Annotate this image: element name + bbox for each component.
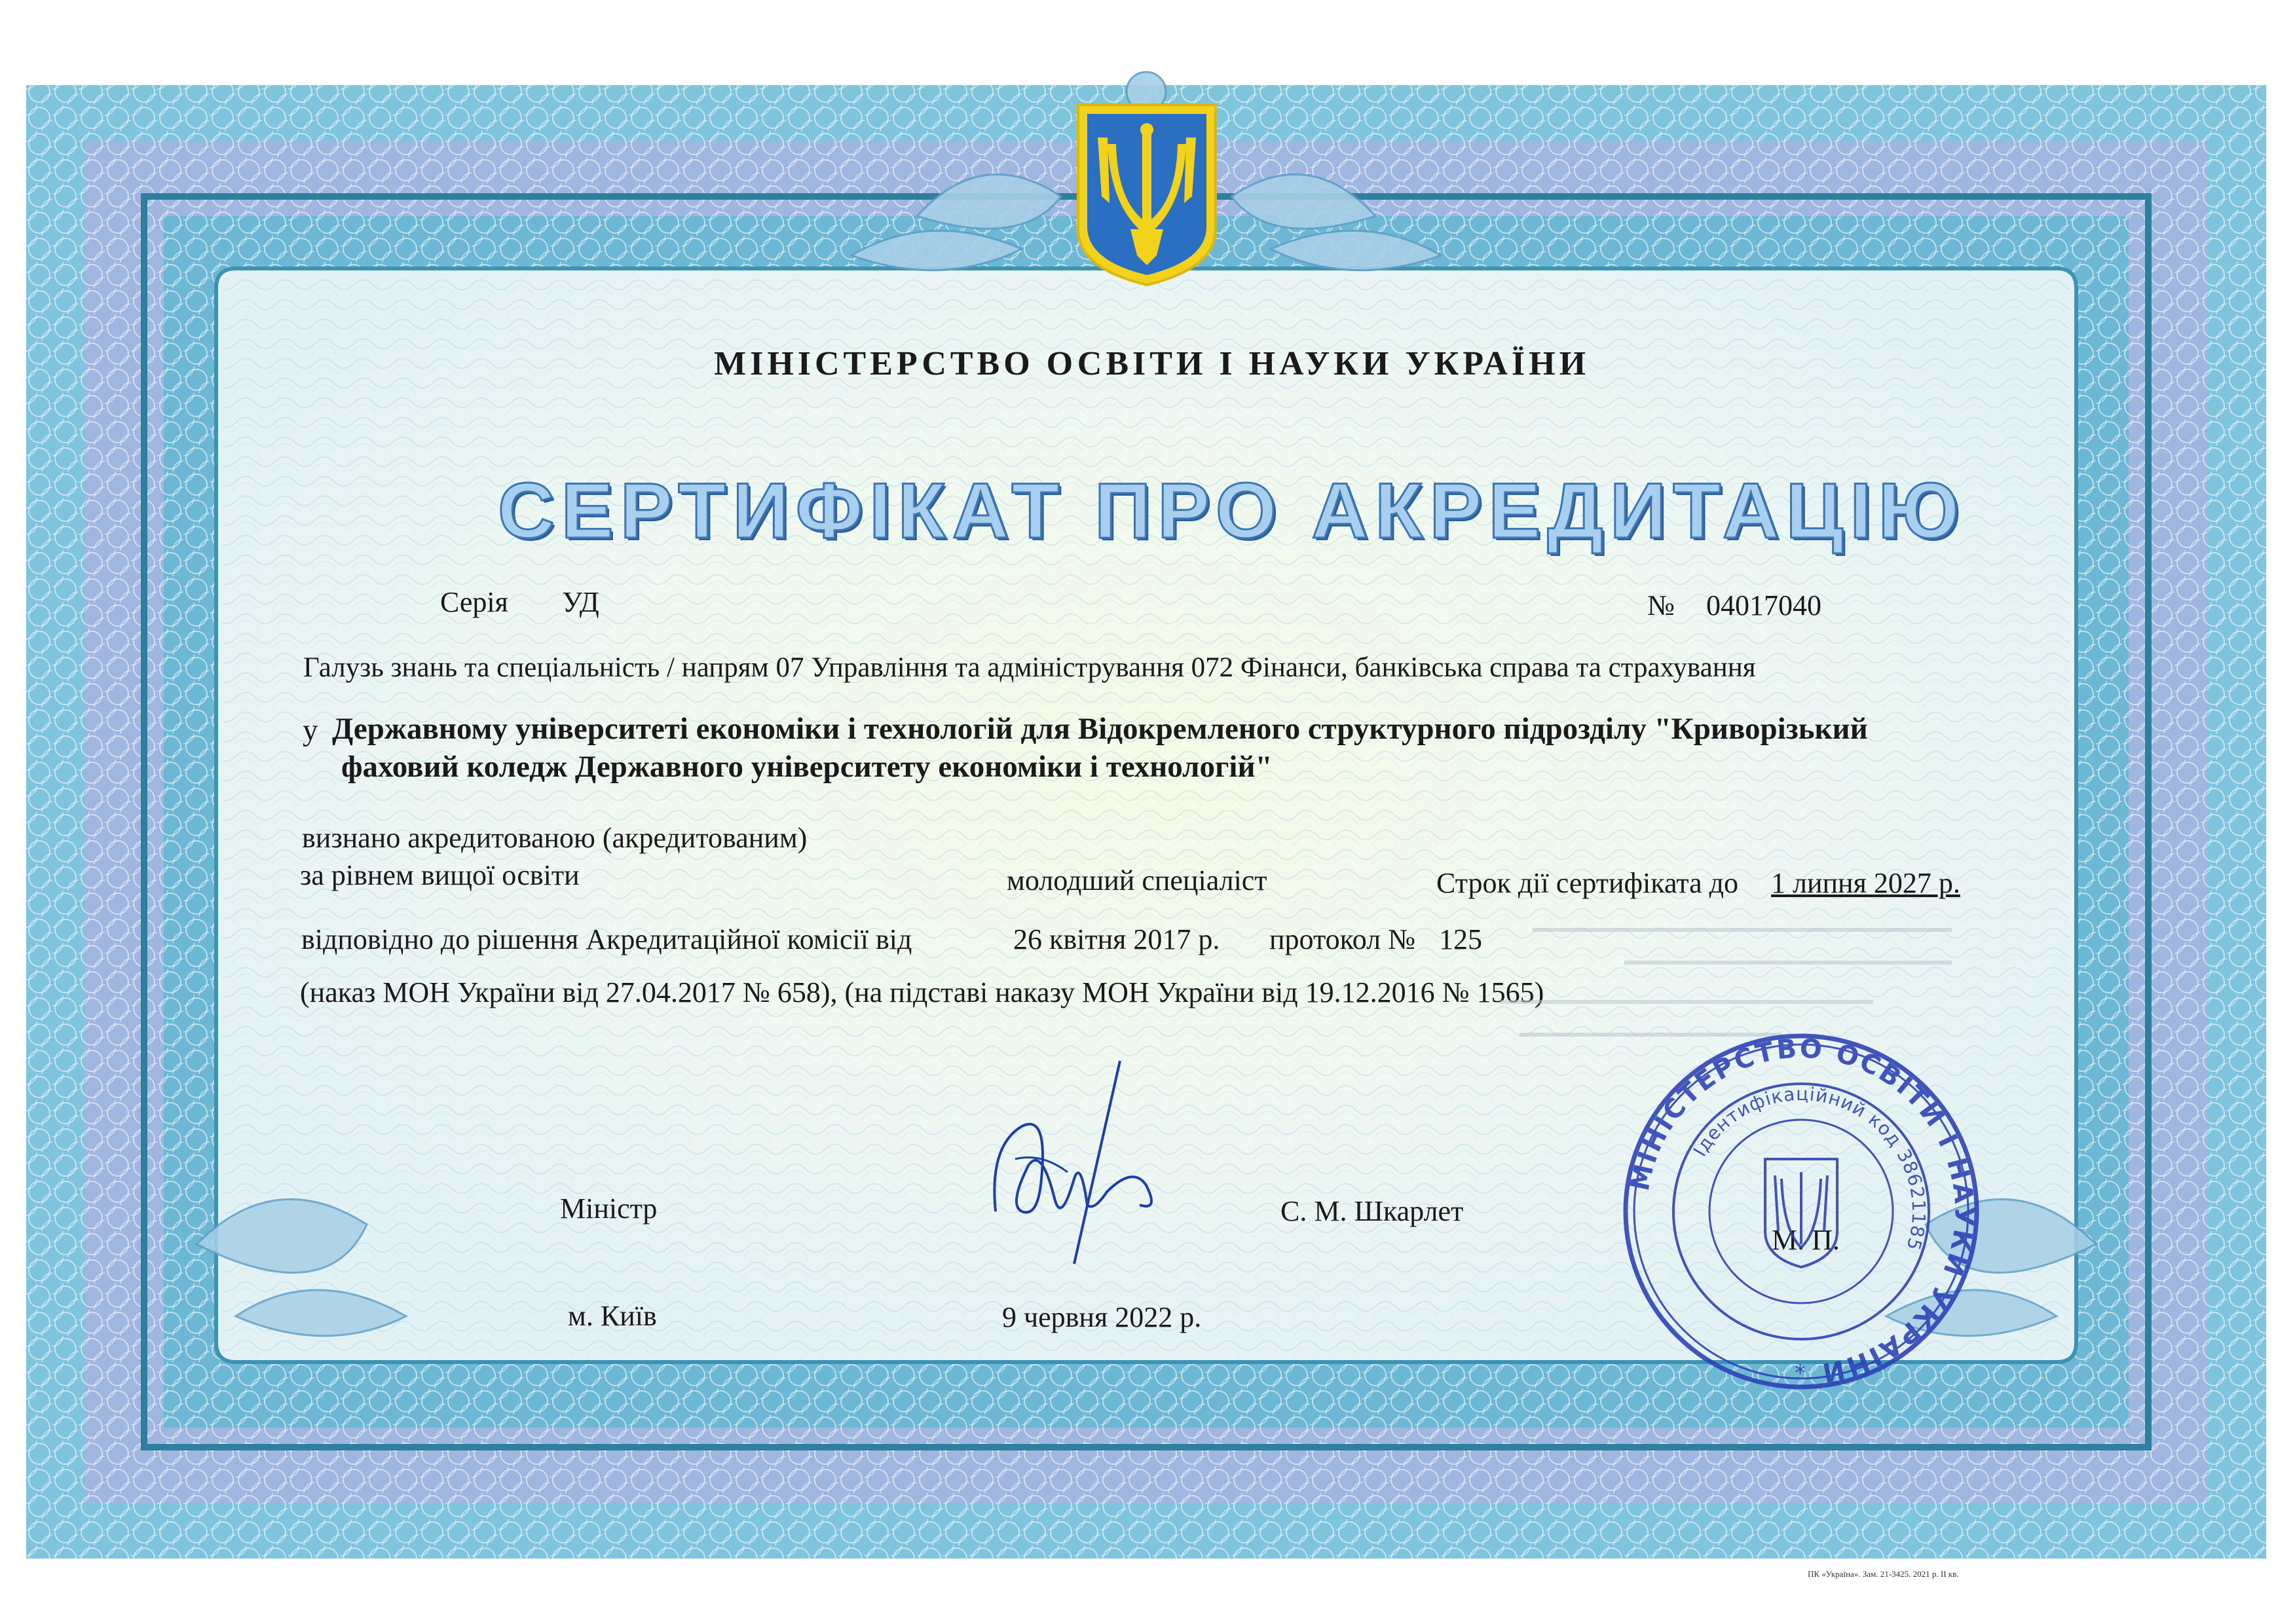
stamp-inner-text: Ідентифікаційний код 38621185 — [1689, 1082, 1930, 1253]
protocol-value: 125 — [1439, 923, 1482, 955]
coat-of-arms-icon — [1072, 98, 1222, 288]
decision-date: 26 квітня 2017 р. — [1013, 923, 1220, 955]
field-of-knowledge: Галузь знань та спеціальність / напрям 07 Управління та адміністрування 072 Фінанси, банківська справа та страхування — [303, 652, 1756, 683]
accredited-statement: визнано акредитованою (акредитованим) — [302, 822, 808, 854]
institution-prefix: у — [303, 713, 318, 747]
series-label: Серія — [440, 586, 508, 618]
level-value: молодший спеціаліст — [1007, 864, 1267, 896]
official-stamp — [1618, 1028, 1985, 1395]
level-label: за рівнем вищої освіти — [300, 859, 580, 891]
validity-label: Строк дії сертифіката до — [1436, 867, 1739, 899]
issue-city: м. Київ — [568, 1300, 657, 1332]
number-label: № — [1647, 589, 1675, 621]
svg-text:Ідентифікаційний код 38621185 — [1689, 1082, 1930, 1256]
certificate-title: СЕРТИФІКАТ ПРО АКРЕДИТАЦІЮ — [498, 467, 1966, 555]
number-value: 04017040 — [1706, 589, 1821, 621]
seal-place: М. П. — [1772, 1224, 1840, 1256]
order-reference: (наказ МОН України від 27.04.2017 № 658), (на підставі наказу МОН України від 19.12.2016 № 1565) — [300, 976, 1544, 1008]
decision-label: відповідно до рішення Акредитаційної комісії від — [301, 923, 912, 955]
signer-title: Міністр — [560, 1192, 658, 1225]
print-mark: ПК «Україна». Зам. 21-3425. 2021 р. II кв. — [1808, 1569, 1959, 1579]
minister-signature — [976, 1048, 1172, 1283]
validity-value: 1 липня 2027 р. — [1771, 867, 1960, 899]
ministry-heading: МІНІСТЕРСТВО ОСВІТИ І НАУКИ УКРАЇНИ — [714, 345, 1590, 382]
svg-text:*: * — [1795, 1360, 1806, 1386]
signer-name: С. М. Шкарлет — [1280, 1195, 1464, 1227]
stamp-outer-text: МІНІСТЕРСТВО ОСВІТИ І НАУКИ УКРАЇНИ — [1624, 1033, 1979, 1388]
issue-date: 9 червня 2022 р. — [1002, 1301, 1202, 1333]
series-value: УД — [562, 586, 599, 618]
institution-line-2: фаховий коледж Державного університету економіки і технологій" — [341, 750, 1273, 784]
institution-line-1: Державному університеті економіки і технологій для Відокремленого структурного підрозділу "Криворізький — [332, 712, 1868, 746]
protocol-label: протокол № — [1269, 923, 1416, 955]
